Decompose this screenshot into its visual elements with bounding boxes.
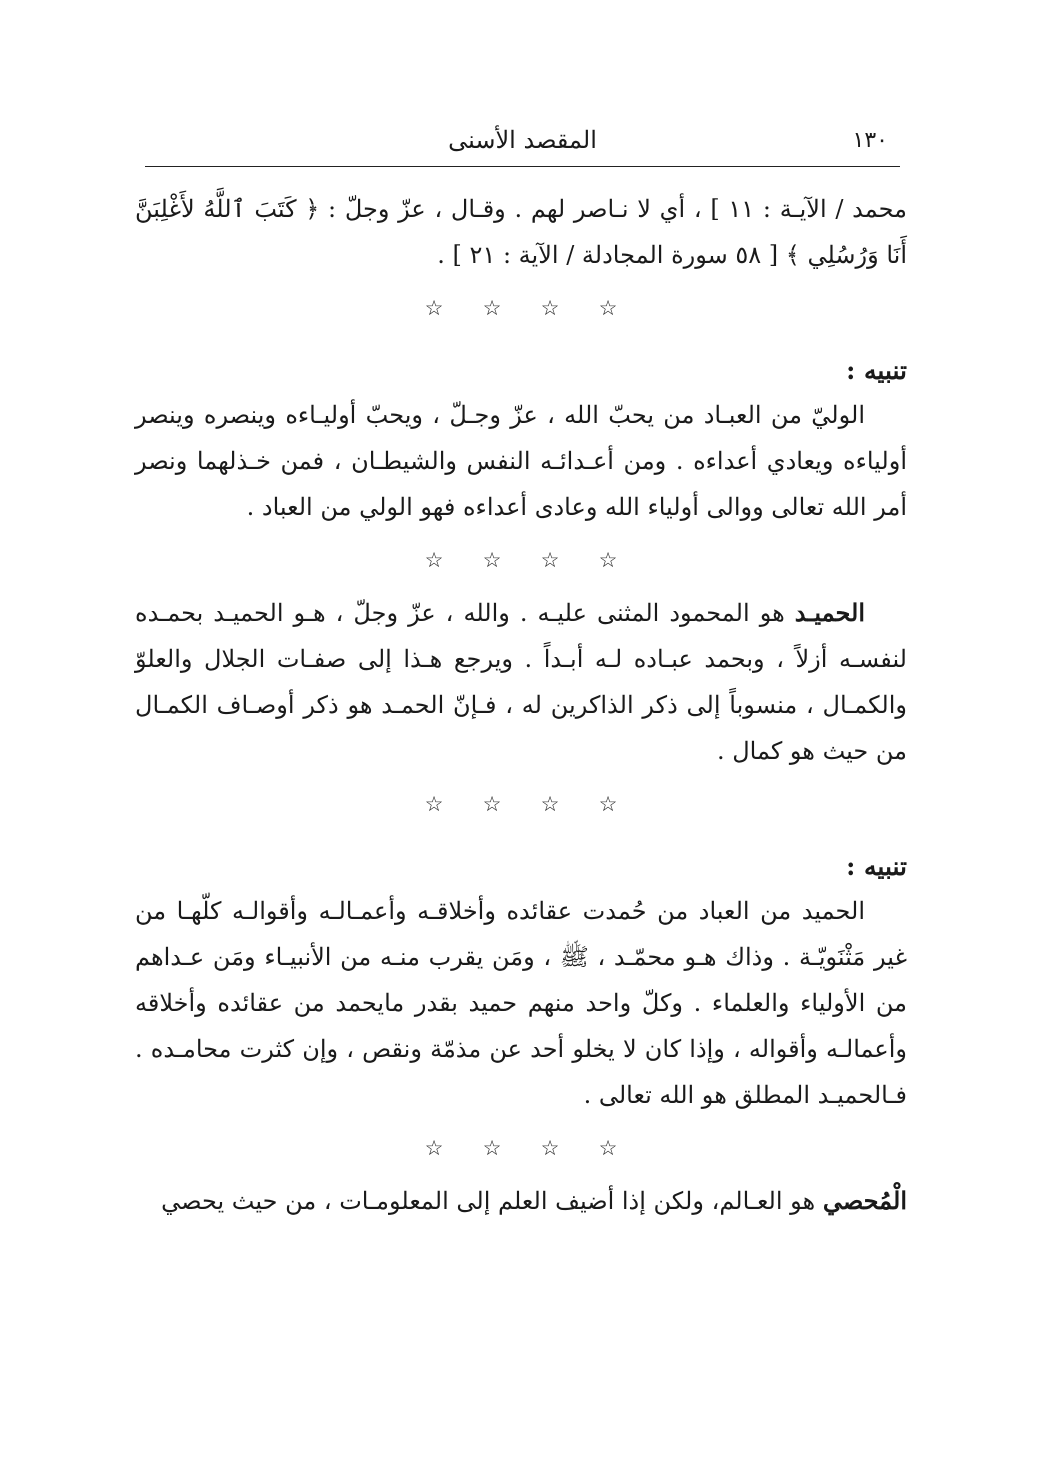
paragraph-wali: الوليّ من العبـاد من يحبّ الله ، عزّ وجـلّ ، ويحبّ أوليـاءه وينصره وينصر أولياءه ويعادي أعداءه . ومن أعـدائـه النفس والشيطـان ، فمن خـذلهما ونصر أمر الله تعالى ووالى أولياء الله وعادى أعداءه فهو الولي من العباد . [135, 401, 907, 521]
star-separator [135, 278, 907, 338]
star-icon: ☆ [482, 548, 502, 572]
section-heading: تنبيه : [846, 852, 907, 881]
star-separator [135, 1118, 907, 1178]
paragraph-text: هو العـالم، ولكن إذا أضيف العلم إلى المعلومـات ، من حيث يحصي [161, 1187, 823, 1215]
star-icon: ☆ [598, 548, 618, 572]
star-icon: ☆ [540, 1136, 560, 1160]
star-icon: ☆ [424, 792, 444, 816]
paragraph-muhsi [135, 1178, 907, 1224]
defined-term: الْمُحصي [822, 1186, 907, 1215]
running-title: المقصد الأسنى [448, 126, 597, 154]
page-number: ١٣٠ [852, 128, 888, 153]
paragraph-text: هو المحمود المثنى عليـه . والله ، عزّ وجلّ ، هـو الحميـد بحمـده لنفسـه أزلاً ، وبحمد عبـاده لـه أبـداً . ويرجع هـذا إلى صفـات الجلال والعلوّ والكمـال ، منسوباً إلى ذكر الذاكرين له ، فـإنّ الحمـد هو ذكر أوصـاف الكمـال من حيث هو كمال . [135, 599, 907, 765]
star-icon: ☆ [424, 548, 444, 572]
defined-term: الحميـد [794, 598, 865, 627]
star-icon: ☆ [598, 792, 618, 816]
page-header [145, 120, 900, 167]
paragraph-continuation: محمد / الآيـة : ١١ ] ، أي لا نـاصر لهم . وقـال ، عزّ وجلّ : ﴿ كَتَبَ ٱللَّهُ لأَغْلِبَنَّ أَنَا وَرُسُلِي ﴾ [ ٥٨ سورة المجادلة / الآية : ٢١ ] . [135, 195, 907, 269]
star-icon: ☆ [598, 1136, 618, 1160]
paragraph-hamid-servant: الحميد من العباد من حُمدت عقائده وأخلاقـه وأعمـالـه وأقوالـه كلّهـا من غير مَثْنَويّـة . وذاك هـو محمّـد ، ﷺ ، ومَن يقرب منـه من الأنبيـاء ومَن عـداهم من الأولياء والعلماء . وكلّ واحد منهم حميد بقدر مايحمد من عقائده وأخلاقه وأعمالـه وأقواله ، وإذا كان لا يخلو أحد عن مذمّة ونقص ، وإن كثرت محامـده . فـالحميـد المطلق هو الله تعالى . [135, 897, 907, 1109]
paragraph-hamid [135, 590, 907, 774]
star-separator [135, 774, 907, 834]
star-icon: ☆ [540, 548, 560, 572]
star-icon: ☆ [424, 1136, 444, 1160]
star-icon: ☆ [482, 1136, 502, 1160]
section-heading: تنبيه : [846, 356, 907, 385]
star-icon: ☆ [424, 296, 444, 320]
star-icon: ☆ [482, 792, 502, 816]
star-icon: ☆ [540, 792, 560, 816]
star-separator [135, 530, 907, 590]
page-body [135, 186, 907, 1224]
star-icon: ☆ [482, 296, 502, 320]
star-icon: ☆ [540, 296, 560, 320]
star-icon: ☆ [598, 296, 618, 320]
